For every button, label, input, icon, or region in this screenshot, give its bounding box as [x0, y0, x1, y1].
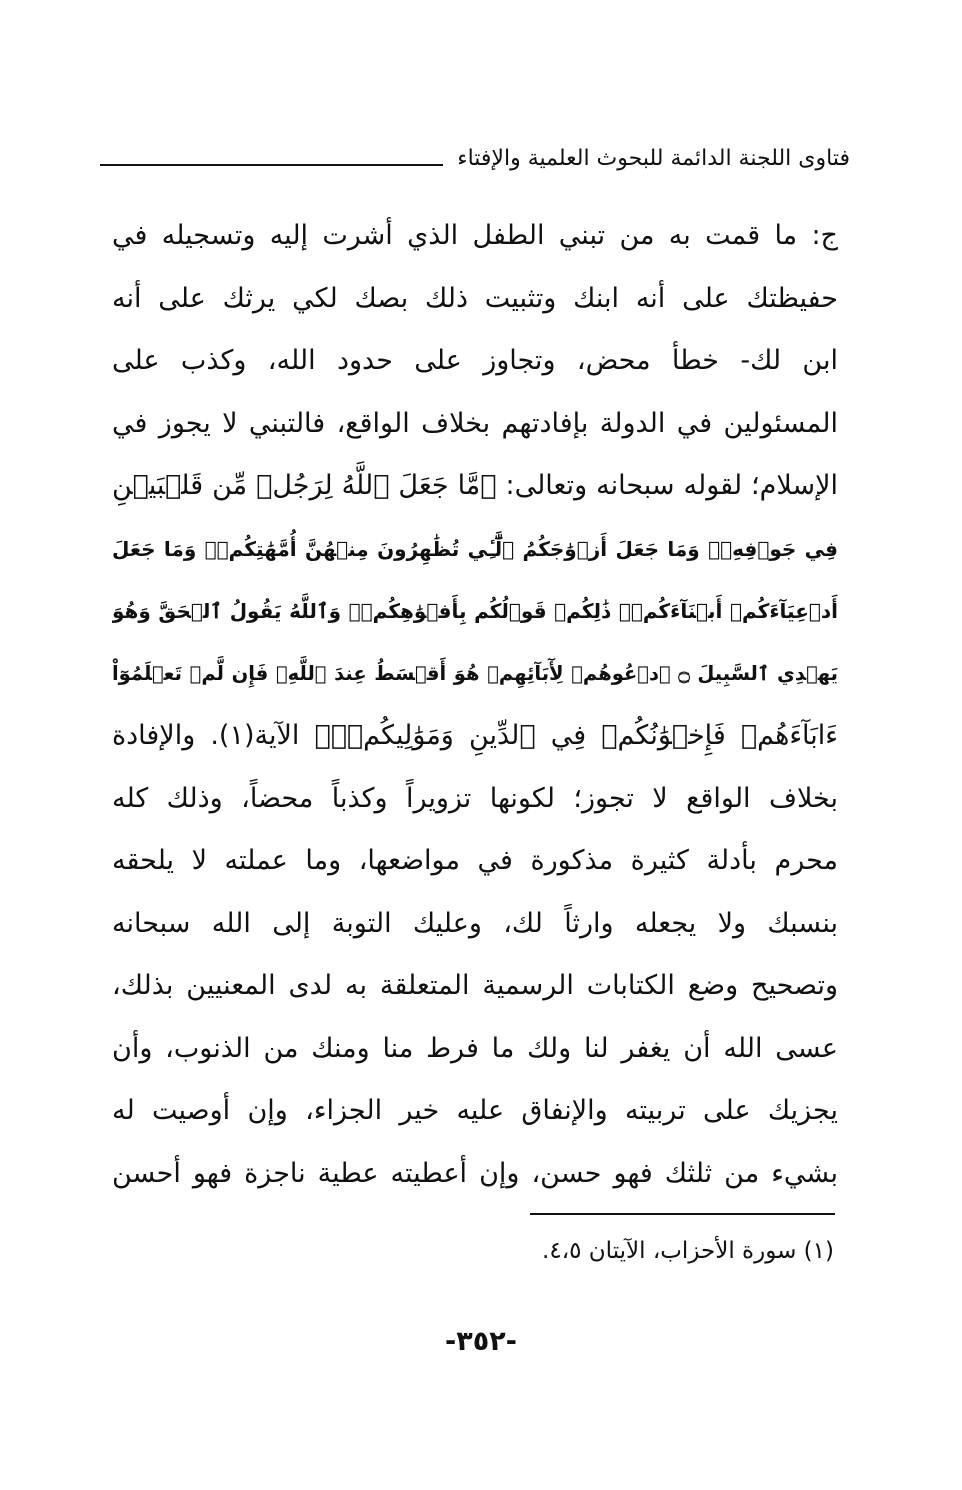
footnote: (١) سورة الأحزاب، الآيتان ٤،٥. — [542, 1238, 834, 1264]
book-title: فتاوى اللجنة الدائمة للبحوث العلمية والإفتاء — [457, 145, 850, 171]
text-line: ءَابَآءَهُمۡ فَإِخۡوَٰنُكُمۡ فِي ٱلدِّينِ وَمَوَٰلِيكُمۡۚ﴾ الآية(١). والإفادة — [112, 720, 838, 751]
text-line: بنسبك ولا يجعله وارثاً لك، وعليك التوبة إلى الله سبحانه — [112, 907, 838, 939]
footnote-rule — [530, 1213, 835, 1215]
text-line: الإسلام؛ لقوله سبحانه وتعالى: ﴿مَّا جَعَلَ ٱللَّهُ لِرَجُلٖ مِّن قَلۡبَيۡنِ — [112, 470, 838, 501]
text-line: يجزيك على تربيته والإنفاق عليه خير الجزاء، وإن أوصيت له — [112, 1095, 838, 1126]
text-line: ج: ما قمت به من تبني الطفل الذي أشرت إليه وتسجيله في — [112, 220, 838, 251]
main-text — [112, 205, 838, 1205]
text-line: بخلاف الواقع لا تجوز؛ لكونها تزويراً وكذباً محضاً، وذلك كله — [112, 782, 838, 814]
text-line: محرم بأدلة كثيرة مذكورة في مواضعها، وما عملته لا يلحقه — [112, 845, 838, 876]
text-line: عسى الله أن يغفر لنا ولك ما فرط منا ومنك من الذنوب، وأن — [112, 1032, 838, 1064]
quran-verse-line: يَهۡدِي ٱلسَّبِيلَ ۝ ٱدۡعُوهُمۡ لِأٓبَآئِهِمۡ هُوَ أَقۡسَطُ عِندَ ٱللَّهِۚ فَإِن لَّمۡ تَعۡلَمُوٓاْ — [112, 661, 838, 685]
header-rule — [100, 164, 443, 166]
text-line: وتصحيح وضع الكتابات الرسمية المتعلقة به لدى المعنيين بذلك، — [112, 970, 838, 1001]
text-line: المسئولين في الدولة بإفادتهم بخلاف الواقع، فالتبني لا يجوز في — [112, 407, 838, 439]
text-line: بشيء من ثلثك فهو حسن، وإن أعطيته عطية ناجزة فهو أحسن — [112, 1157, 838, 1189]
page-number: -٣٥٢- — [445, 1326, 517, 1357]
quran-verse-line: فِي جَوۡفِهِۦۚ وَمَا جَعَلَ أَزۡوَٰجَكُمُ ٱلَّٰٓـِٔي تُظَٰهِرُونَ مِنۡهُنَّ أُمَّهَٰتِكُمۡۚ وَمَا جَعَلَ — [112, 536, 838, 561]
text-line: ابن لك- خطأ محض، وتجاوز على حدود الله، وكذب على — [112, 345, 838, 376]
quran-verse-line: أَدۡعِيَآءَكُمۡ أَبۡنَآءَكُمۡۚ ذَٰلِكُمۡ قَوۡلُكُم بِأَفۡوَٰهِكُمۡۖ وَٱللَّهُ يَقُولُ ٱلۡحَقَّ وَهُوَ — [112, 599, 838, 623]
running-header — [100, 138, 850, 178]
text-line: حفيظتك على أنه ابنك وتثبيت ذلك بصك لكي يرثك على أنه — [112, 282, 838, 314]
